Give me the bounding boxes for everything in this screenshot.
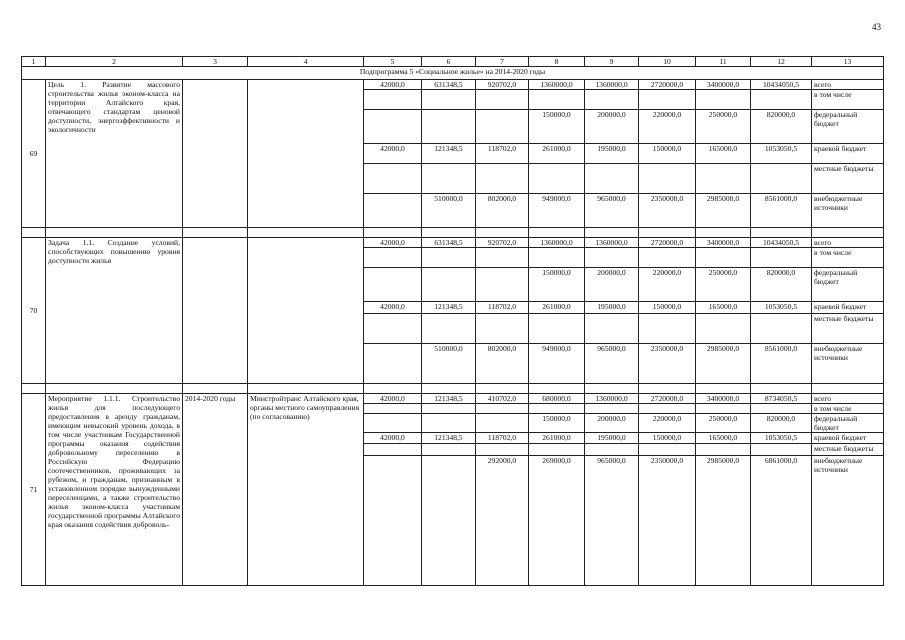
implementation-years	[183, 238, 248, 384]
amount-cell: 121348,5	[422, 144, 476, 164]
gap-cell	[22, 384, 46, 394]
gap-cell	[639, 384, 696, 394]
page-number: 43	[872, 22, 881, 32]
column-number-1: 1	[22, 57, 46, 67]
amount-cell: 510000,0	[422, 194, 476, 228]
amount-cell: 1360000,0	[585, 394, 639, 404]
gap-cell	[183, 384, 248, 394]
amount-cell	[529, 444, 585, 456]
amount-cell	[364, 90, 422, 110]
funding-source: в том числе	[812, 90, 884, 110]
amount-cell: 150000,0	[529, 110, 585, 144]
amount-cell: 220000,0	[639, 268, 696, 302]
amount-cell: 1053050,5	[751, 144, 812, 164]
amount-cell: 965000,0	[585, 194, 639, 228]
amount-cell: 2350000,0	[639, 194, 696, 228]
amount-cell	[364, 268, 422, 302]
amount-cell: 150000,0	[639, 144, 696, 164]
amount-cell: 631348,5	[422, 238, 476, 248]
column-number-9: 9	[585, 57, 639, 67]
amount-cell: 121348,5	[422, 433, 476, 444]
amount-cell	[585, 248, 639, 268]
gap-cell	[585, 228, 639, 238]
amount-cell	[364, 414, 422, 433]
funding-source: краевой бюджет	[812, 302, 884, 314]
amount-cell: 820000,0	[751, 268, 812, 302]
amount-cell: 118702,0	[476, 433, 529, 444]
funding-source: краевой бюджет	[812, 433, 884, 444]
amount-cell: 261000,0	[529, 302, 585, 314]
amount-cell: 1360000,0	[585, 238, 639, 248]
amount-cell	[696, 404, 751, 414]
amount-cell: 802000,0	[476, 344, 529, 384]
table-row	[22, 80, 884, 90]
amount-cell: 965000,0	[585, 344, 639, 384]
amount-cell: 200000,0	[585, 110, 639, 144]
amount-cell	[639, 444, 696, 456]
amount-cell: 42000,0	[364, 394, 422, 404]
amount-cell	[364, 194, 422, 228]
amount-cell: 195000,0	[585, 433, 639, 444]
amount-cell	[422, 268, 476, 302]
amount-cell: 8734050,5	[751, 394, 812, 404]
amount-cell: 3400000,0	[696, 394, 751, 404]
funding-source: всего	[812, 394, 884, 404]
funding-source: местные бюджеты	[812, 444, 884, 456]
gap-cell	[696, 384, 751, 394]
table-row	[22, 394, 884, 404]
amount-cell	[751, 164, 812, 194]
amount-cell	[751, 314, 812, 344]
amount-cell: 118702,0	[476, 144, 529, 164]
funding-source: внебюджетные источники	[812, 344, 884, 384]
column-number-3: 3	[183, 57, 248, 67]
amount-cell	[476, 248, 529, 268]
amount-cell	[476, 404, 529, 414]
amount-cell: 2350000,0	[639, 344, 696, 384]
amount-cell	[696, 90, 751, 110]
implementation-years	[183, 80, 248, 228]
row-number: 71	[22, 394, 46, 586]
funding-source: всего	[812, 238, 884, 248]
column-number-2: 2	[46, 57, 183, 67]
amount-cell	[529, 404, 585, 414]
amount-cell: 42000,0	[364, 238, 422, 248]
amount-cell	[751, 444, 812, 456]
amount-cell	[585, 90, 639, 110]
amount-cell: 2350000,0	[639, 456, 696, 586]
amount-cell: 150000,0	[529, 268, 585, 302]
funding-source: краевой бюджет	[812, 144, 884, 164]
amount-cell	[696, 248, 751, 268]
amount-cell: 1053050,5	[751, 433, 812, 444]
amount-cell: 1360000,0	[585, 80, 639, 90]
amount-cell: 42000,0	[364, 433, 422, 444]
gap-cell	[46, 228, 183, 238]
executor	[248, 80, 364, 228]
amount-cell: 220000,0	[639, 110, 696, 144]
funding-source: всего	[812, 80, 884, 90]
amount-cell: 200000,0	[585, 414, 639, 433]
amount-cell	[529, 314, 585, 344]
funding-source: местные бюджеты	[812, 164, 884, 194]
gap-cell	[476, 228, 529, 238]
amount-cell: 965000,0	[585, 456, 639, 586]
activity-name: Цель 1. Развитие массового строительства жилья эконом-класса на территории Алтайского края, отвечающего стандартам ценовой доступности, энергоэффективности и экологичности	[46, 80, 183, 228]
amount-cell	[585, 404, 639, 414]
amount-cell: 200000,0	[585, 268, 639, 302]
column-number-4: 4	[248, 57, 364, 67]
amount-cell: 195000,0	[585, 302, 639, 314]
table-row	[22, 238, 884, 248]
amount-cell: 150000,0	[639, 433, 696, 444]
column-number-row	[22, 57, 884, 67]
amount-cell	[364, 248, 422, 268]
amount-cell: 3400000,0	[696, 238, 751, 248]
amount-cell	[364, 164, 422, 194]
amount-cell: 42000,0	[364, 80, 422, 90]
gap-cell	[751, 384, 812, 394]
amount-cell: 10434050,5	[751, 80, 812, 90]
implementation-years: 2014-2020 годы	[183, 394, 248, 586]
row-number: 70	[22, 238, 46, 384]
amount-cell: 949000,0	[529, 194, 585, 228]
column-number-12: 12	[751, 57, 812, 67]
amount-cell: 1360000,0	[529, 238, 585, 248]
amount-cell	[639, 248, 696, 268]
block-gap	[22, 228, 884, 238]
gap-cell	[812, 384, 884, 394]
amount-cell: 8561000,0	[751, 194, 812, 228]
gap-cell	[422, 384, 476, 394]
gap-cell	[476, 384, 529, 394]
amount-cell	[585, 164, 639, 194]
amount-cell	[422, 444, 476, 456]
subprogram-row	[22, 67, 884, 80]
column-number-5: 5	[364, 57, 422, 67]
block-gap	[22, 384, 884, 394]
column-number-8: 8	[529, 57, 585, 67]
subprogram-title: Подпрограмма 5 «Социальное жилье» на 2014-2020 годы	[22, 67, 884, 80]
amount-cell	[751, 248, 812, 268]
amount-cell	[422, 314, 476, 344]
amount-cell: 42000,0	[364, 302, 422, 314]
amount-cell: 150000,0	[639, 302, 696, 314]
amount-cell: 150000,0	[529, 414, 585, 433]
amount-cell	[476, 314, 529, 344]
amount-cell	[529, 248, 585, 268]
amount-cell	[639, 404, 696, 414]
activity-name: Задача 1.1. Создание условий, способствующих повышению уровня доступности жилья	[46, 238, 183, 384]
amount-cell	[422, 248, 476, 268]
budget-table	[21, 56, 884, 586]
amount-cell	[422, 164, 476, 194]
amount-cell	[364, 314, 422, 344]
amount-cell	[422, 404, 476, 414]
amount-cell: 2985000,0	[696, 344, 751, 384]
funding-source: внебюджетные источники	[812, 194, 884, 228]
gap-cell	[248, 384, 364, 394]
gap-cell	[364, 228, 422, 238]
amount-cell: 920702,0	[476, 80, 529, 90]
amount-cell: 195000,0	[585, 144, 639, 164]
amount-cell	[529, 90, 585, 110]
funding-source: местные бюджеты	[812, 314, 884, 344]
amount-cell	[476, 268, 529, 302]
amount-cell: 2720000,0	[639, 80, 696, 90]
amount-cell: 2720000,0	[639, 394, 696, 404]
column-number-11: 11	[696, 57, 751, 67]
amount-cell	[422, 90, 476, 110]
amount-cell	[696, 314, 751, 344]
amount-cell: 802000,0	[476, 194, 529, 228]
amount-cell: 8561000,0	[751, 344, 812, 384]
amount-cell: 510000,0	[422, 344, 476, 384]
amount-cell: 220000,0	[639, 414, 696, 433]
amount-cell	[751, 404, 812, 414]
amount-cell: 269000,0	[529, 456, 585, 586]
gap-cell	[696, 228, 751, 238]
gap-cell	[639, 228, 696, 238]
amount-cell	[476, 414, 529, 433]
amount-cell	[476, 110, 529, 144]
amount-cell: 680000,0	[529, 394, 585, 404]
amount-cell	[639, 90, 696, 110]
activity-name: Мероприятие 1.1.1. Строительство жилья для последующего предоставления в аренду гражданам, имеющим невысокий уровень дохода, в том числе участникам Государственной программы оказания содействия добровольному переселению в Российскую Федерацию соотечественников, проживающих за рубежом, и гражданам, признанным в установленном порядке вынужденными переселенцами, а также строительство жилья эконом-класса участникам государственной программы Алтайского края оказания содействия доброволь-	[46, 394, 183, 586]
amount-cell	[364, 456, 422, 586]
column-number-6: 6	[422, 57, 476, 67]
gap-cell	[248, 228, 364, 238]
amount-cell: 2985000,0	[696, 456, 751, 586]
gap-cell	[529, 228, 585, 238]
funding-source: федеральный бюджет	[812, 268, 884, 302]
amount-cell: 250000,0	[696, 110, 751, 144]
amount-cell: 165000,0	[696, 433, 751, 444]
amount-cell: 292000,0	[476, 456, 529, 586]
amount-cell: 820000,0	[751, 414, 812, 433]
gap-cell	[46, 384, 183, 394]
column-number-10: 10	[639, 57, 696, 67]
amount-cell: 6861000,0	[751, 456, 812, 586]
amount-cell: 261000,0	[529, 433, 585, 444]
amount-cell	[364, 444, 422, 456]
amount-cell: 165000,0	[696, 144, 751, 164]
executor	[248, 238, 364, 384]
amount-cell: 2720000,0	[639, 238, 696, 248]
gap-cell	[22, 228, 46, 238]
column-number-13: 13	[812, 57, 884, 67]
amount-cell: 631348,5	[422, 80, 476, 90]
gap-cell	[529, 384, 585, 394]
amount-cell	[476, 164, 529, 194]
amount-cell	[529, 164, 585, 194]
amount-cell: 261000,0	[529, 144, 585, 164]
row-number: 69	[22, 80, 46, 228]
gap-cell	[812, 228, 884, 238]
amount-cell: 920702,0	[476, 238, 529, 248]
amount-cell	[422, 414, 476, 433]
amount-cell: 3400000,0	[696, 80, 751, 90]
amount-cell: 820000,0	[751, 110, 812, 144]
column-number-7: 7	[476, 57, 529, 67]
amount-cell	[639, 164, 696, 194]
amount-cell: 10434050,5	[751, 238, 812, 248]
amount-cell: 1360000,0	[529, 80, 585, 90]
gap-cell	[585, 384, 639, 394]
amount-cell: 2985000,0	[696, 194, 751, 228]
amount-cell	[364, 110, 422, 144]
amount-cell	[476, 444, 529, 456]
amount-cell	[422, 456, 476, 586]
amount-cell: 410702,0	[476, 394, 529, 404]
funding-source: федеральный бюджет	[812, 414, 884, 433]
gap-cell	[751, 228, 812, 238]
executor: Минстройтранс Алтайского края, органы местного самоуправления (по согласованию)	[248, 394, 364, 586]
amount-cell	[585, 444, 639, 456]
amount-cell	[751, 90, 812, 110]
amount-cell	[422, 110, 476, 144]
amount-cell: 121348,5	[422, 302, 476, 314]
funding-source: в том числе	[812, 404, 884, 414]
amount-cell: 42000,0	[364, 144, 422, 164]
amount-cell: 121348,5	[422, 394, 476, 404]
amount-cell	[585, 314, 639, 344]
amount-cell	[364, 404, 422, 414]
amount-cell: 1053050,5	[751, 302, 812, 314]
gap-cell	[183, 228, 248, 238]
funding-source: федеральный бюджет	[812, 110, 884, 144]
amount-cell	[476, 90, 529, 110]
funding-source: внебюджетные источники	[812, 456, 884, 586]
amount-cell: 118702,0	[476, 302, 529, 314]
amount-cell	[696, 444, 751, 456]
amount-cell: 250000,0	[696, 414, 751, 433]
funding-source: в том числе	[812, 248, 884, 268]
amount-cell	[639, 314, 696, 344]
gap-cell	[364, 384, 422, 394]
amount-cell	[364, 344, 422, 384]
amount-cell	[696, 164, 751, 194]
gap-cell	[422, 228, 476, 238]
amount-cell: 165000,0	[696, 302, 751, 314]
amount-cell: 250000,0	[696, 268, 751, 302]
amount-cell: 949000,0	[529, 344, 585, 384]
